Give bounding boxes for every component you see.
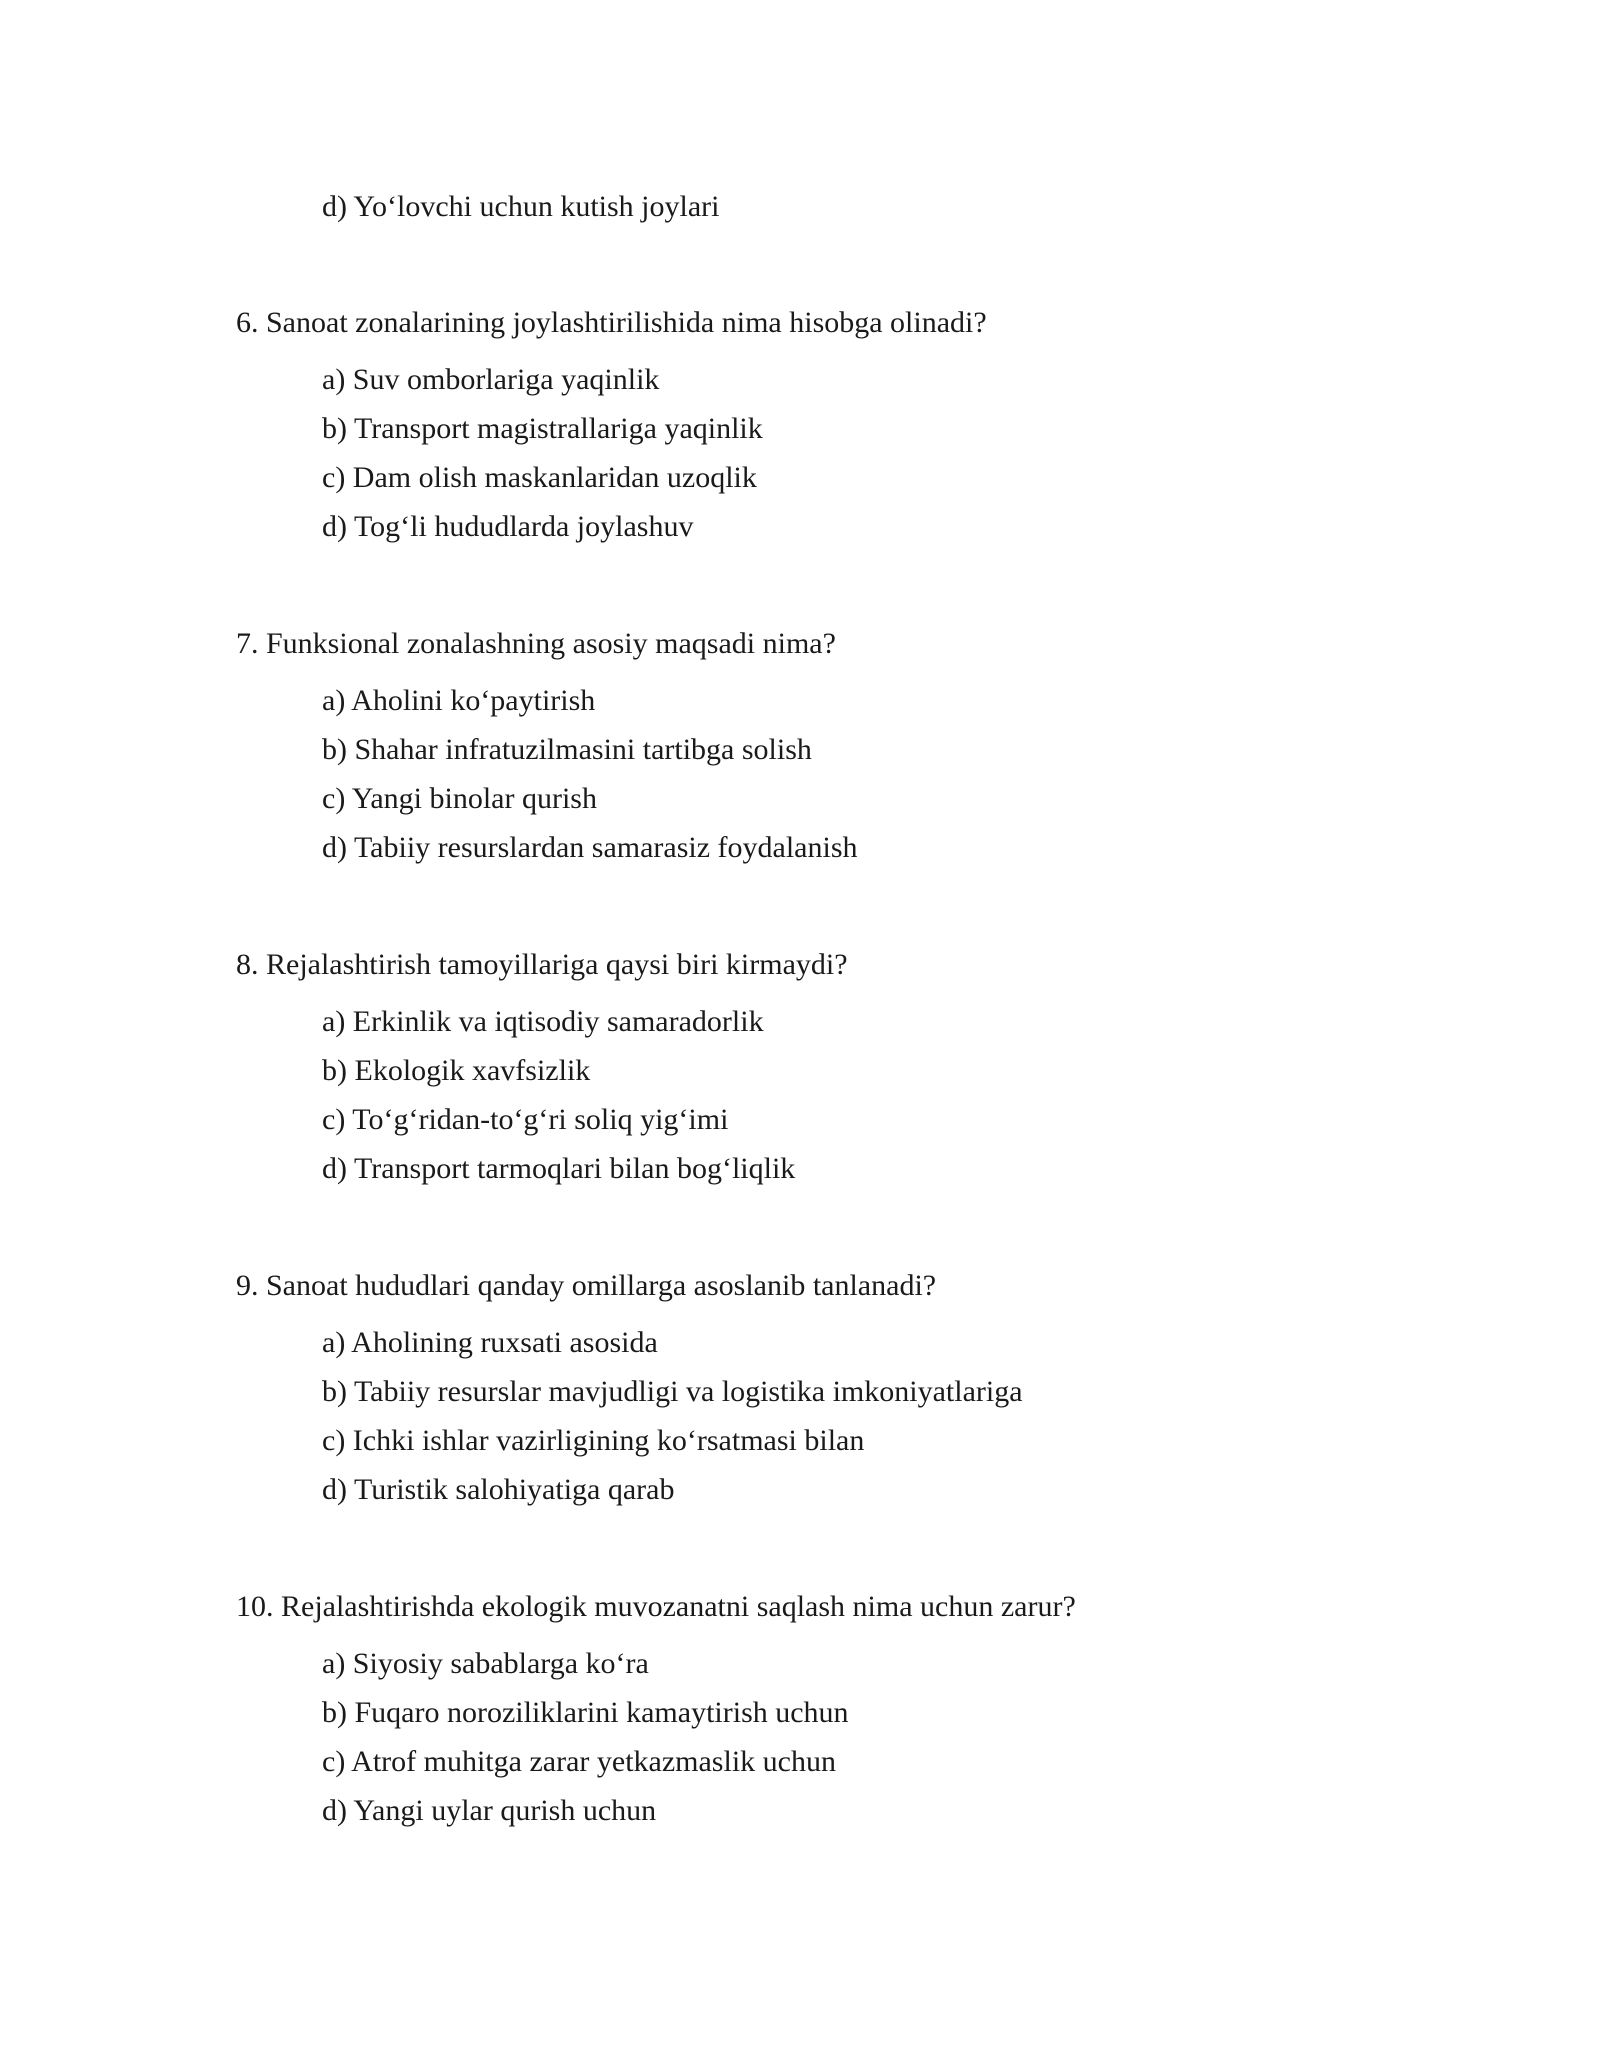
option-line: d) Tog‘li hududlarda joylashuv: [322, 510, 694, 543]
option-line: d) Turistik salohiyatiga qarab: [322, 1473, 675, 1506]
option-line: a) Aholining ruxsati asosida: [322, 1326, 658, 1359]
option-line: c) Dam olish maskanlaridan uzoqlik: [322, 461, 757, 494]
option-line: c) Ichki ishlar vazirligining ko‘rsatmasi bilan: [322, 1424, 865, 1457]
option-line: a) Aholini ko‘paytirish: [322, 684, 596, 717]
option-line: b) Fuqaro noroziliklarini kamaytirish uchun: [322, 1696, 849, 1729]
question-8: 8. Rejalashtirish tamoyillariga qaysi biri kirmaydi?: [236, 948, 848, 981]
option-line: b) Tabiiy resurslar mavjudligi va logistika imkoniyatlariga: [322, 1375, 1023, 1408]
option-line: a) Siyosiy sabablarga ko‘ra: [322, 1647, 649, 1680]
option-line: c) Atrof muhitga zarar yetkazmaslik uchun: [322, 1745, 836, 1778]
option-line: b) Shahar infratuzilmasini tartibga solish: [322, 733, 812, 766]
question-7: 7. Funksional zonalashning asosiy maqsadi nima?: [236, 627, 836, 660]
option-line: c) Yangi binolar qurish: [322, 782, 597, 815]
option-line: a) Suv omborlariga yaqinlik: [322, 363, 660, 396]
question-9: 9. Sanoat hududlari qanday omillarga asoslanib tanlanadi?: [236, 1269, 937, 1302]
option-line: c) To‘g‘ridan-to‘g‘ri soliq yig‘imi: [322, 1103, 729, 1136]
option-line: a) Erkinlik va iqtisodiy samaradorlik: [322, 1005, 764, 1038]
question-10: 10. Rejalashtirishda ekologik muvozanatni saqlash nima uchun zarur?: [236, 1590, 1076, 1623]
option-line: d) Tabiiy resurslardan samarasiz foydalanish: [322, 831, 858, 864]
option-line: d) Transport tarmoqlari bilan bog‘liqlik: [322, 1152, 796, 1185]
option-line: b) Ekologik xavfsizlik: [322, 1054, 591, 1087]
option-line: d) Yangi uylar qurish uchun: [322, 1794, 657, 1827]
option-line: b) Transport magistrallariga yaqinlik: [322, 412, 763, 445]
option-line: d) Yo‘lovchi uchun kutish joylari: [322, 190, 720, 223]
question-6: 6. Sanoat zonalarining joylashtirilishida nima hisobga olinadi?: [236, 306, 987, 339]
